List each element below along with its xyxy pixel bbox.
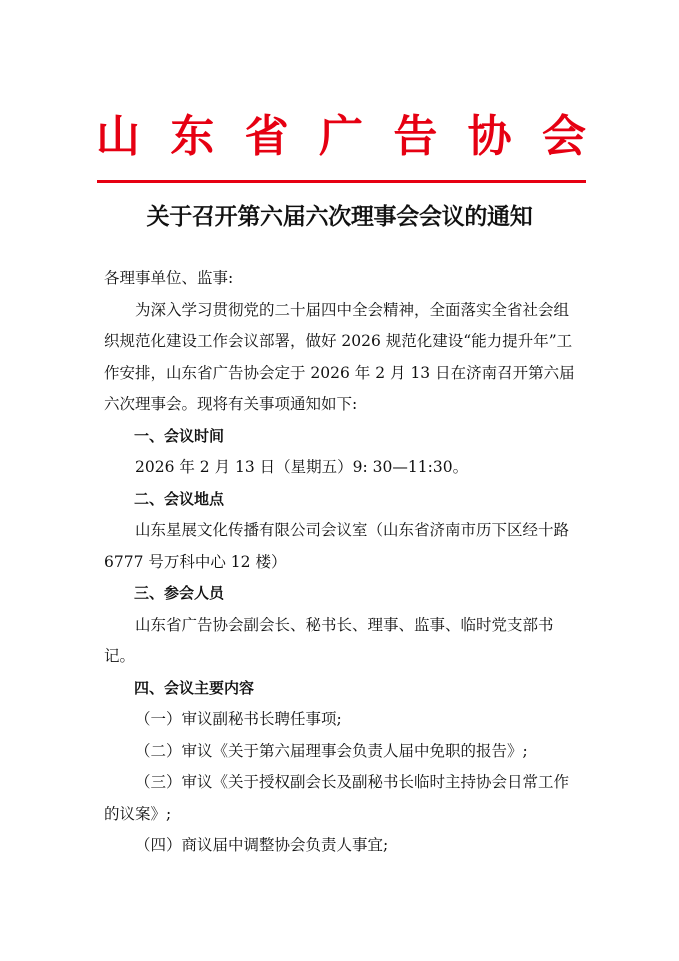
section-heading-attendees: 三、参会人员 bbox=[134, 584, 225, 602]
salutation: 各理事单位、监事: bbox=[104, 269, 234, 287]
section-heading-time: 一、会议时间 bbox=[134, 426, 225, 445]
masthead bbox=[96, 108, 586, 166]
agenda-item: （二）审议《关于第六届理事会负责人届中免职的报告》; bbox=[135, 741, 528, 760]
agenda-item: （一）审议副秘书长聘任事项; bbox=[135, 710, 342, 728]
document-body bbox=[104, 263, 582, 862]
section-paragraph: 2026 年 2 月 13 日（星期五）9: 30—11:30。 bbox=[135, 458, 469, 476]
masthead-char: 告 bbox=[393, 111, 438, 162]
section-paragraph: 山东省广告协会副会长、秘书长、理事、监事、临时党支部书记。 bbox=[104, 615, 554, 665]
masthead-char: 山 bbox=[96, 111, 140, 162]
section-heading-agenda: 四、会议主要内容 bbox=[134, 678, 255, 697]
agenda-item: （四）商议届中调整协会负责人事宜; bbox=[135, 836, 389, 854]
red-divider-line bbox=[97, 180, 586, 183]
section-paragraph: 山东星展文化传播有限公司会议室（山东省济南市历下区经十路 6777 号万科中心 12 楼） bbox=[104, 521, 570, 571]
masthead-char: 广 bbox=[318, 111, 363, 162]
masthead-char: 省 bbox=[244, 111, 289, 162]
masthead-char: 协 bbox=[467, 111, 512, 162]
intro-paragraph: 为深入学习贯彻党的二十届四中全会精神，全面落实全省社会组织规范化建设工作会议部署，做好 2026 规范化建设“能力提升年”工作安排，山东省广告协会定于 2026 年 2 月 13 日在济南召开第六届六次理事会。现将有关事项通知如下: bbox=[104, 300, 575, 413]
section-heading-location: 二、会议地点 bbox=[134, 489, 225, 508]
document-title: 关于召开第六届六次理事会会议的通知 bbox=[146, 203, 533, 230]
masthead-char: 会 bbox=[541, 111, 586, 162]
masthead-char: 东 bbox=[170, 111, 215, 162]
agenda-item: （三）审议《关于授权副会长及副秘书长临时主持协会日常工作的议案》; bbox=[104, 773, 570, 823]
